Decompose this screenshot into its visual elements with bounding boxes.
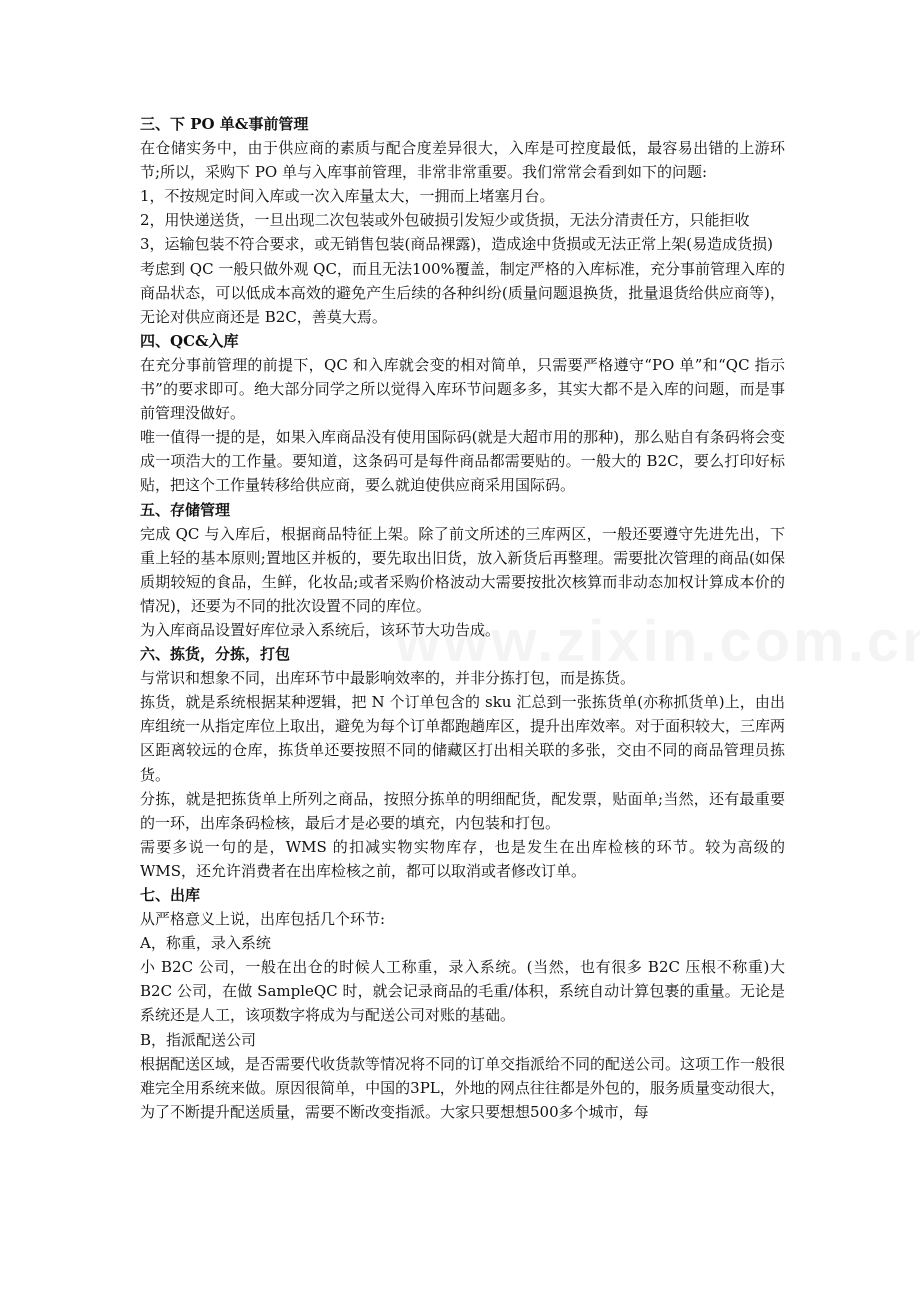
paragraph: 1，不按规定时间入库或一次入库量太大，一拥而上堵塞月台。: [140, 187, 555, 206]
paragraph: 根据配送区域，是否需要代收货款等情况将不同的订单交指派给不同的配送公司。这项工作一般很难完全用系统来做。原因很简单，中国的3PL，外地的网点往往都是外包的，服务质量变动很大，为了不断提升配送质量，需要不断改变指派。大家只要想想500多个城市，每: [140, 1054, 786, 1121]
section-heading: 六、拣货，分拣，打包: [140, 645, 291, 664]
paragraph: 3，运输包装不符合要求，或无销售包装(商品裸露)，造成途中货损或无法正常上架(易造成货损): [140, 235, 773, 254]
section-heading: 七、出库: [140, 886, 201, 904]
paragraph: 唯一值得一提的是，如果入库商品没有使用国际码(就是大超市用的那种)，那么贴自有条码将会变成一项浩大的工作量。要知道，这条码可是每件商品都需要贴的。一般大的 B2C，要么打印好标贴，把这个工作量转移给供应商，要么就迫使供应商采用国际码。: [140, 428, 785, 495]
paragraph: 与常识和想象不同，出库环节中最影响效率的，并非分拣打包，而是拣货。: [140, 669, 636, 688]
paragraph: 完成 QC 与入库后，根据商品特征上架。除了前文所述的三库两区，一般还要遵守先进先出，下重上轻的基本原则;置地区并板的，要先取出旧货，放入新货后再整理。需要批次管理的商品(如保质期较短的食品，生鲜，化妆品;或者采购价格波动大需要按批次核算而非动态加权计算成本价的情况)，还要为不同的批次设置不同的库位。: [140, 524, 785, 615]
paragraph: A，称重，录入系统: [140, 934, 271, 953]
paragraph: 分拣，就是把拣货单上所列之商品，按照分拣单的明细配货，配发票，贴面单;当然，还有最重要的一环，出库条码检核，最后才是必要的填充，内包装和打包。: [140, 789, 785, 832]
paragraph: B，指派配送公司: [140, 1030, 257, 1049]
paragraph: 在仓储实务中，由于供应商的素质与配合度差异很大，入库是可控度最低，最容易出错的上游环节;所以，采购下 PO 单与入库事前管理，非常非常重要。我们常常会看到如下的问题:: [140, 139, 785, 182]
paragraph: 小 B2C 公司，一般在出仓的时候人工称重，录入系统。(当然，也有很多 B2C 压根不称重)大 B2C 公司，在做 SampleQC 时，就会记录商品的毛重/体积，系统自动计算包裹的重量。无论是系统还是人工，该项数字将成为与配送公司对账的基础。: [140, 958, 785, 1025]
section-heading: 五、存储管理: [140, 500, 231, 519]
paragraph: 在充分事前管理的前提下，QC 和入库就会变的相对简单，只需要严格遵守“PO 单”和“QC 指示书”的要求即可。绝大部分同学之所以觉得入库环节问题多多，其实大都不是入库的问题，而是事前管理没做好。: [140, 355, 785, 423]
section-heading: 四、QC&入库: [140, 331, 239, 350]
document-body: [140, 112, 785, 1124]
paragraph: 2，用快递送货，一旦出现二次包装或外包破损引发短少或货损，无法分清责任方，只能拒收: [140, 211, 750, 230]
paragraph: 需要多说一句的是，WMS 的扣减实物实物库存，也是发生在出库检核的环节。较为高级的 WMS，还允许消费者在出库检核之前，都可以取消或者修改订单。: [140, 837, 785, 880]
section-heading: 三、下 PO 单&事前管理: [140, 115, 309, 133]
paragraph: 为入库商品设置好库位录入系统后，该环节大功告成。: [140, 620, 501, 639]
paragraph: 考虑到 QC 一般只做外观 QC，而且无法100%覆盖，制定严格的入库标准，充分事前管理入库的商品状态，可以低成本高效的避免产生后续的各种纠纷(质量问题退换货，批量退货给供应商等)，无论对供应商还是 B2C，善莫大焉。: [140, 259, 785, 326]
paragraph: 从严格意义上说，出库包括几个环节:: [140, 910, 386, 929]
paragraph: 拣货，就是系统根据某种逻辑，把 N 个订单包含的 sku 汇总到一张拣货单(亦称抓货单)上，由出库组统一从指定库位上取出，避免为每个订单都跑趟库区，提升出库效率。对于面积较大，三库两区距离较远的仓库，拣货单还要按照不同的储藏区打出相关联的多张，交由不同的商品管理员拣货。: [140, 693, 786, 784]
